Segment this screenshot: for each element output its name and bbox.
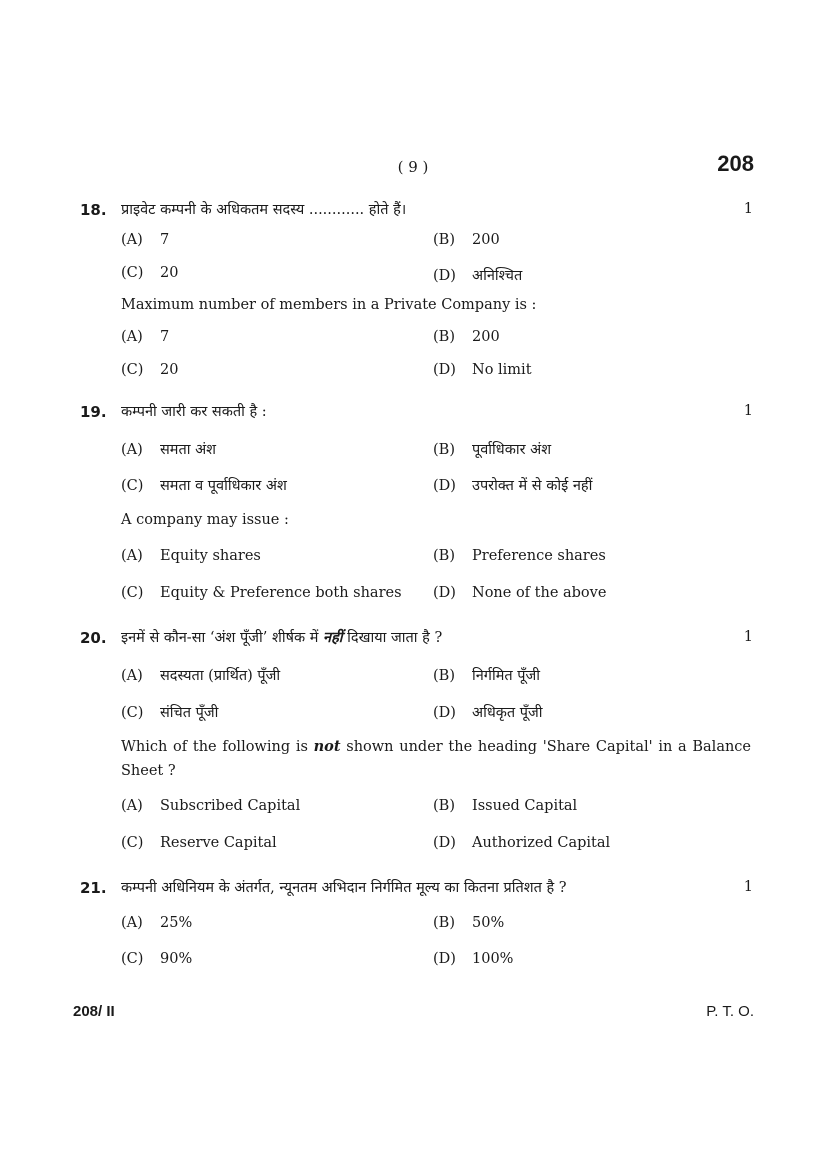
option-c-hindi (121, 475, 287, 495)
option-label: (D) (433, 705, 456, 721)
question-text-english: A company may issue : (121, 512, 289, 528)
option-label: (A) (121, 442, 143, 458)
question-number: 19. (80, 403, 107, 421)
question-marks: 1 (743, 403, 753, 419)
option-text: 20 (160, 362, 179, 378)
option-text: Subscribed Capital (160, 798, 301, 814)
option-label: (B) (433, 232, 455, 248)
option-a-hindi (121, 665, 280, 685)
option-text: समता अंश (160, 442, 217, 458)
option-b-english (433, 798, 577, 814)
question-text-english: Maximum number of members in a Private Company is : (121, 297, 537, 313)
option-d-english (433, 835, 610, 851)
option-c-hindi (121, 265, 178, 281)
option-label: (B) (433, 668, 455, 684)
option-label: (B) (433, 329, 455, 345)
option-b-english (433, 548, 606, 564)
option-text: 90% (160, 951, 193, 967)
option-b-hindi (433, 915, 504, 931)
question-text-part: दिखाया जाता है ? (347, 630, 443, 646)
option-text: संचित पूँजी (160, 705, 219, 721)
option-label: (A) (121, 798, 143, 814)
question-marks: 1 (743, 879, 753, 895)
question-number: 18. (80, 201, 107, 219)
option-text: 100% (472, 951, 514, 967)
page-number: ( 9 ) (397, 158, 429, 176)
option-label: (C) (121, 478, 144, 494)
option-text: 200 (472, 232, 500, 248)
question-text-hindi (121, 627, 442, 647)
option-label: (D) (433, 478, 456, 494)
option-label: (B) (433, 548, 455, 564)
option-label: (D) (433, 951, 456, 967)
option-b-english (433, 329, 500, 345)
option-text: समता व पूर्वाधिकार अंश (160, 478, 287, 494)
option-text: Preference shares (472, 548, 606, 564)
option-d-hindi (433, 951, 513, 967)
option-label: (B) (433, 442, 455, 458)
option-label: (B) (433, 915, 455, 931)
option-a-hindi (121, 915, 192, 931)
option-text: 20 (160, 265, 179, 281)
option-a-english (121, 798, 300, 814)
option-label: (D) (433, 585, 456, 601)
option-label: (D) (433, 268, 456, 284)
question-text-part: Which of the following is (121, 739, 308, 755)
option-label: (C) (121, 585, 144, 601)
option-a-english (121, 329, 169, 345)
option-text: पूर्वाधिकार अंश (472, 442, 552, 458)
option-label: (A) (121, 232, 143, 248)
option-label: (C) (121, 705, 144, 721)
question-number: 20. (80, 629, 107, 647)
question-text-part: इनमें से कौन-सा ‘अंश पूँजी’ शीर्षक में (121, 630, 319, 646)
option-b-hindi (433, 232, 500, 248)
option-a-hindi (121, 232, 169, 248)
option-c-english (121, 835, 277, 851)
option-b-hindi (433, 439, 551, 459)
emphasis-word: not (313, 738, 341, 755)
option-b-hindi (433, 665, 540, 685)
option-text: Issued Capital (472, 798, 578, 814)
option-label: (A) (121, 915, 143, 931)
option-label: (C) (121, 362, 144, 378)
option-text: उपरोक्त में से कोई नहीं (472, 478, 593, 494)
option-label: (D) (433, 362, 456, 378)
question-marks: 1 (743, 629, 753, 645)
footer-paper-code: 208/ II (73, 1003, 115, 1020)
option-d-hindi (433, 475, 592, 495)
option-text: अनिश्चित (472, 268, 523, 284)
option-c-english (121, 362, 178, 378)
option-c-hindi (121, 951, 192, 967)
question-text-english (121, 735, 751, 783)
option-label: (C) (121, 951, 144, 967)
option-text: Authorized Capital (472, 835, 611, 851)
option-c-hindi (121, 702, 218, 722)
option-a-english (121, 548, 261, 564)
question-text-hindi: कम्पनी अधिनियम के अंतर्गत, न्यूनतम अभिदान निर्गमित मूल्य का कितना प्रतिशत है ? (121, 880, 567, 896)
option-label: (C) (121, 835, 144, 851)
option-d-hindi (433, 265, 522, 285)
footer-pto: P. T. O. (706, 1003, 754, 1020)
option-text: Equity & Preference both shares (160, 585, 402, 601)
question-text-part: shown under the heading 'Share Capital' in a Balance Sheet ? (121, 739, 752, 779)
option-text: 50% (472, 915, 505, 931)
option-d-english (433, 585, 606, 601)
question-text-hindi: कम्पनी जारी कर सकती है : (121, 404, 267, 420)
question-marks: 1 (743, 201, 753, 217)
option-text: Reserve Capital (160, 835, 277, 851)
option-text: 25% (160, 915, 193, 931)
option-text: Equity shares (160, 548, 261, 564)
emphasis-word: नहीं (323, 629, 343, 646)
option-text: सदस्यता (प्रार्थित) पूँजी (160, 668, 281, 684)
option-text: None of the above (472, 585, 607, 601)
option-d-english (433, 362, 532, 378)
option-label: (A) (121, 329, 143, 345)
option-label: (A) (121, 668, 143, 684)
option-text: निर्गमित पूँजी (472, 668, 541, 684)
question-text-hindi: प्राइवेट कम्पनी के अधिकतम सदस्य ............ होते हैं। (121, 202, 407, 218)
option-label: (A) (121, 548, 143, 564)
option-d-hindi (433, 702, 543, 722)
option-label: (C) (121, 265, 144, 281)
option-text: 200 (472, 329, 500, 345)
paper-code: 208 (717, 151, 754, 176)
question-number: 21. (80, 879, 107, 897)
option-c-english (121, 585, 402, 601)
option-text: अधिकृत पूँजी (472, 705, 543, 721)
option-text: No limit (472, 362, 532, 378)
option-text: 7 (160, 232, 170, 248)
option-label: (D) (433, 835, 456, 851)
option-label: (B) (433, 798, 455, 814)
option-a-hindi (121, 439, 216, 459)
option-text: 7 (160, 329, 170, 345)
